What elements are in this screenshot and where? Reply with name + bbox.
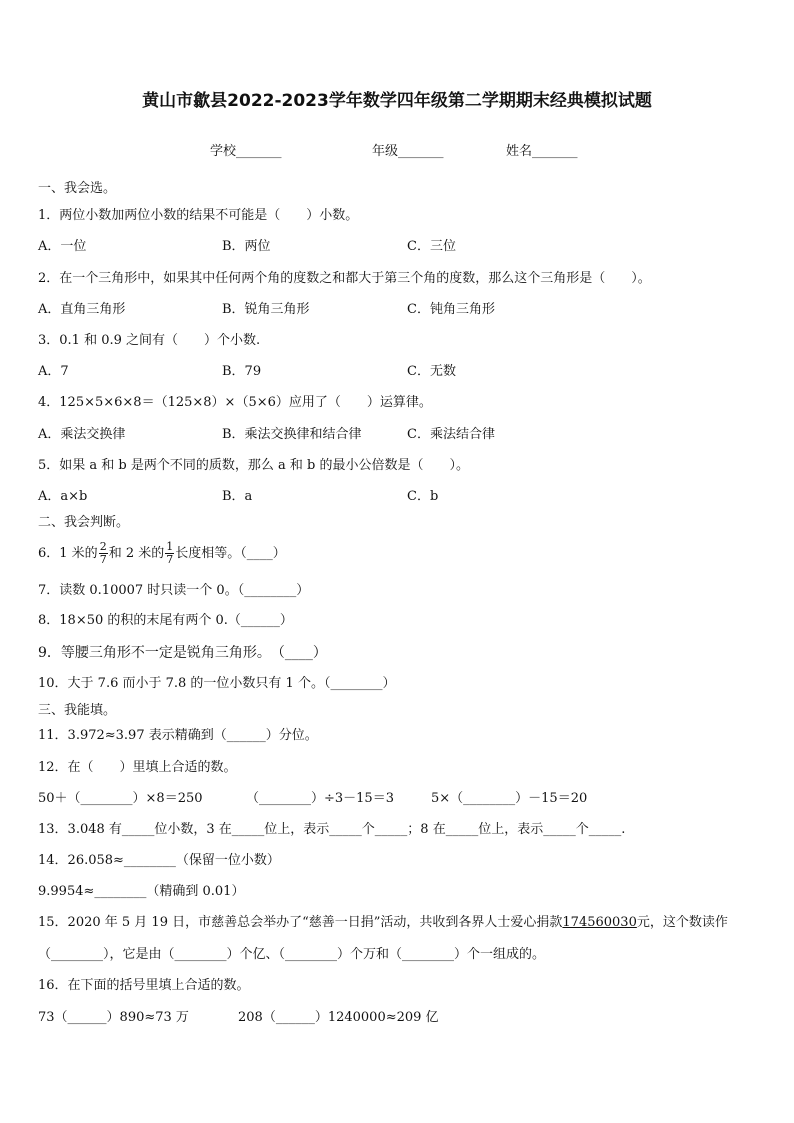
- q2-option-a[interactable]: A．直角三角形: [38, 302, 126, 317]
- question-15-line-2: （________），它是由（________）个亿、（________）个万和（________）个一组成的。: [38, 947, 546, 962]
- q3-option-a[interactable]: A．7: [38, 364, 69, 379]
- q6-part-1: 6．1 米的: [38, 546, 98, 561]
- name-field[interactable]: 姓名_______: [506, 144, 578, 159]
- q1-option-c[interactable]: C．三位: [407, 239, 456, 254]
- q12-expression-1: 50＋（________）×8＝250: [38, 791, 203, 806]
- q6-part-2: 和 2 米的: [108, 546, 165, 561]
- fraction-denominator: 7: [99, 553, 107, 566]
- question-14-line-1: 14．26.058≈________（保留一位小数）: [38, 853, 280, 868]
- page-title: 黄山市歙县2022-2023学年数学四年级第二学期期末经典模拟试题: [142, 91, 652, 111]
- question-9: 9．等腰三角形不一定是锐角三角形。 （____）: [38, 645, 327, 661]
- question-15-line-1: [38, 914, 728, 932]
- q12-expression-3: 5×（________）－15＝20: [431, 791, 588, 806]
- fraction-one-seventh: [165, 541, 174, 566]
- q5-option-b[interactable]: B．a: [222, 489, 253, 504]
- q4-option-b[interactable]: B．乘法交换律和结合律: [222, 427, 362, 442]
- question-12: 12．在（ ）里填上合适的数。: [38, 760, 237, 775]
- q16-expression-1: 73（______）890≈73 万: [38, 1010, 189, 1025]
- q16-expression-2: 208（______）1240000≈209 亿: [238, 1010, 439, 1025]
- q2-option-c[interactable]: C．钝角三角形: [407, 302, 495, 317]
- grade-field[interactable]: 年级_______: [372, 144, 444, 159]
- q3-option-c[interactable]: C．无数: [407, 364, 456, 379]
- question-10: 10．大于 7.6 而小于 7.8 的一位小数只有 1 个。（________）: [38, 676, 396, 691]
- q5-option-c[interactable]: C．b: [407, 489, 439, 504]
- fraction-denominator: 7: [166, 553, 174, 566]
- q6-part-3: 长度相等。（____）: [175, 546, 286, 561]
- q5-option-a[interactable]: A．a×b: [38, 489, 88, 504]
- question-2: 2．在一个三角形中，如果其中任何两个角的度数之和都大于第三个角的度数，那么这个三角形是（ ）。: [38, 271, 651, 286]
- q12-expression-2: （________）÷3－15＝3: [246, 791, 394, 806]
- q4-option-c[interactable]: C．乘法结合律: [407, 427, 495, 442]
- q15-text-end: 元，这个数读作: [636, 915, 728, 930]
- question-8: 8．18×50 的积的末尾有两个 0.（______）: [38, 613, 293, 628]
- q15-text-start: 15．2020 年 5 月 19 日，市慈善总会举办了“慈善一日捐”活动，共收到各界人士爱心捐款: [38, 915, 563, 930]
- question-13: 13．3.048 有_____位小数，3 在_____位上，表示_____个_____；8 在_____位上，表示_____个_____.: [38, 822, 626, 837]
- question-1: 1．两位小数加两位小数的结果不可能是（ ）小数。: [38, 208, 359, 223]
- fraction-two-sevenths: [99, 541, 108, 566]
- question-7: 7．读数 0.10007 时只读一个 0。（________）: [38, 583, 310, 598]
- section-heading-judge: 二、我会判断。: [38, 515, 130, 530]
- question-16: 16．在下面的括号里填上合适的数。: [38, 978, 250, 993]
- question-14-line-2: 9.9954≈________（精确到 0.01）: [38, 884, 245, 899]
- question-3: 3．0.1 和 0.9 之间有（ ）个小数.: [38, 333, 261, 348]
- fraction-numerator: 1: [166, 540, 174, 553]
- donation-amount: 174560030: [562, 915, 637, 930]
- question-4: 4．125×5×6×8＝（125×8）×（5×6）应用了（ ）运算律。: [38, 395, 432, 410]
- question-6: [38, 540, 286, 568]
- school-field[interactable]: 学校_______: [210, 144, 282, 159]
- question-5: 5．如果 a 和 b 是两个不同的质数，那么 a 和 b 的最小公倍数是（ ）。: [38, 458, 469, 473]
- q3-option-b[interactable]: B．79: [222, 364, 262, 379]
- section-heading-choice: 一、我会选。: [38, 181, 117, 196]
- q1-option-b[interactable]: B．两位: [222, 239, 271, 254]
- fraction-numerator: 2: [99, 540, 107, 553]
- section-heading-fill: 三、我能填。: [38, 703, 117, 718]
- question-11: 11．3.972≈3.97 表示精确到（______）分位。: [38, 728, 318, 743]
- q2-option-b[interactable]: B．锐角三角形: [222, 302, 310, 317]
- q1-option-a[interactable]: A．一位: [38, 239, 87, 254]
- q4-option-a[interactable]: A．乘法交换律: [38, 427, 126, 442]
